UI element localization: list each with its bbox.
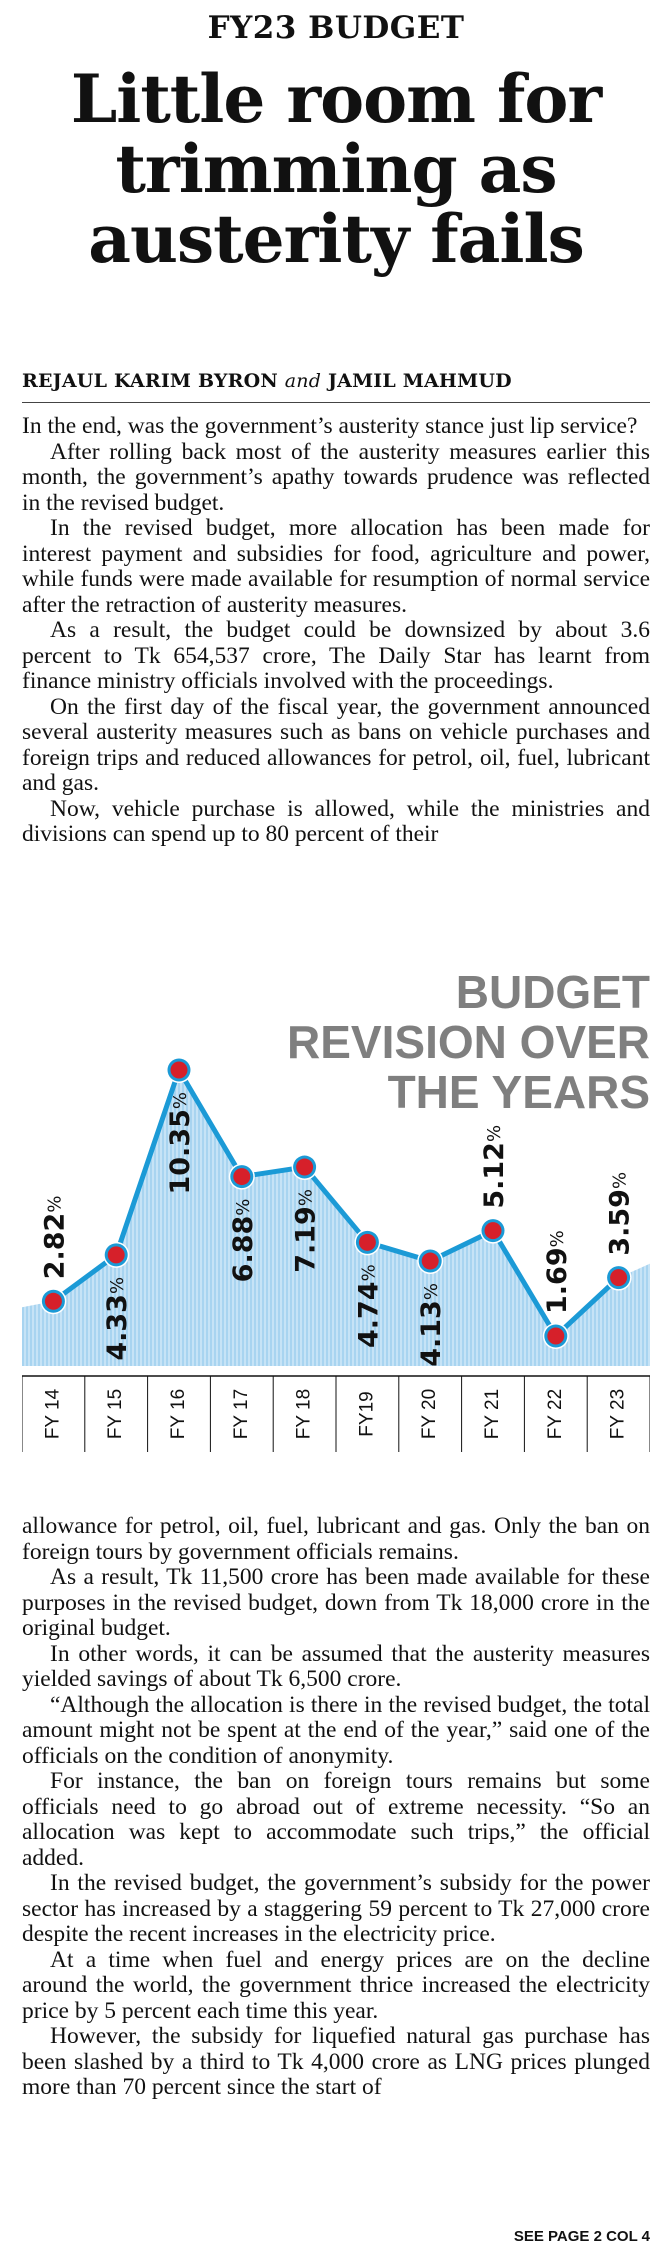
chart-value-unit: % bbox=[421, 1283, 443, 1301]
chart-value-text bbox=[604, 1172, 635, 1256]
headline bbox=[0, 60, 672, 278]
chart-value-number: 4.74 bbox=[352, 1281, 384, 1349]
chart-value-label bbox=[604, 1172, 635, 1256]
chart-value-label bbox=[541, 1230, 572, 1314]
byline-author-1: REJAUL KARIM BYRON bbox=[22, 370, 278, 392]
chart-value-number: 7.19 bbox=[290, 1206, 322, 1273]
chart-category-label: FY 17 bbox=[230, 1388, 252, 1440]
headline-line-3: austerity fails bbox=[88, 200, 584, 278]
chart-value-text bbox=[102, 1277, 133, 1361]
chart-category-label: FY 21 bbox=[482, 1388, 504, 1440]
chart-point bbox=[108, 1246, 125, 1263]
article-paragraph: In the end, was the government’s austerity stance just lip service? bbox=[22, 413, 638, 439]
chart-value-label bbox=[479, 1125, 510, 1209]
article-paragraph: For instance, the ban on foreign tours remains but some officials need to go abroad out of extreme necessity. “So an allocation was kept to accommodate such trips,” the official added. bbox=[22, 1768, 650, 1871]
continued-note: SEE PAGE 2 COL 4 bbox=[513, 2228, 650, 2245]
chart-value-unit: % bbox=[484, 1124, 505, 1143]
article-paragraph: In other words, it can be assumed that the austerity measures yielded savings of about Tk 6,500 crore. bbox=[22, 1640, 650, 1692]
chart-value-unit: % bbox=[609, 1171, 631, 1190]
chart-value-text bbox=[353, 1264, 384, 1348]
chart-value-text bbox=[416, 1283, 447, 1367]
byline-rule bbox=[22, 402, 650, 403]
article-paragraph: After rolling back most of the austerity measures earlier this month, the government’s apathy towards prudence was reflected in the revised budget. bbox=[22, 438, 650, 516]
chart-value-number: 4.13 bbox=[415, 1300, 447, 1367]
chart-value-label bbox=[165, 1092, 196, 1195]
chart-point bbox=[422, 1253, 439, 1270]
chart-value-unit: % bbox=[546, 1230, 568, 1248]
chart-title-line: BUDGET bbox=[455, 966, 650, 1018]
article-body-bottom bbox=[22, 1514, 650, 2101]
chart-point bbox=[296, 1159, 313, 1176]
chart-point bbox=[610, 1269, 627, 1286]
chart-category-label: FY19 bbox=[356, 1391, 378, 1437]
chart-value-unit: % bbox=[295, 1189, 317, 1207]
chart-point bbox=[45, 1293, 62, 1310]
chart-category-label: FY 23 bbox=[607, 1388, 629, 1440]
chart-category-label: FY 20 bbox=[419, 1388, 441, 1440]
headline-line-1: Little room for bbox=[70, 60, 602, 138]
article-paragraph: Now, vehicle purchase is allowed, while the ministries and divisions can spend up to 80 percent of their bbox=[22, 795, 650, 847]
chart-category-label: FY 15 bbox=[105, 1388, 127, 1440]
chart-category-label: FY 14 bbox=[42, 1388, 64, 1440]
chart-value-number: 6.88 bbox=[227, 1215, 259, 1283]
byline-author-2: JAMIL MAHMUD bbox=[327, 370, 512, 392]
kicker: FY23 BUDGET bbox=[207, 10, 465, 46]
chart-point bbox=[233, 1168, 250, 1185]
headline-line-2: trimming as bbox=[115, 130, 557, 208]
chart-value-unit: % bbox=[232, 1198, 254, 1216]
chart-value-label bbox=[102, 1277, 133, 1361]
article-paragraph: In the revised budget, the government’s subsidy for the power sector has increased by a staggering 59 percent to Tk 27,000 crore despite the recent increases in the electricity price. bbox=[22, 1870, 650, 1947]
byline bbox=[22, 370, 512, 392]
byline-conjunction: and bbox=[284, 370, 322, 392]
chart-point bbox=[171, 1062, 188, 1079]
chart-value-label bbox=[416, 1283, 447, 1367]
chart-value-label bbox=[353, 1264, 384, 1348]
chart-value-label bbox=[39, 1196, 70, 1280]
chart-value-text bbox=[39, 1196, 70, 1280]
chart-value-number: 2.82 bbox=[38, 1212, 70, 1280]
article-paragraph: “Although the allocation is there in the revised budget, the total amount might not be spent at the end of the year,” said one of the officials on the condition of anonymity. bbox=[22, 1691, 650, 1769]
budget-revision-chart bbox=[22, 940, 650, 1492]
chart-point bbox=[485, 1222, 502, 1239]
chart-value-unit: % bbox=[44, 1195, 66, 1213]
chart-value-number: 5.12 bbox=[478, 1142, 510, 1209]
chart-x-axis bbox=[22, 1376, 650, 1452]
article-paragraph: As a result, the budget could be downsized by about 3.6 percent to Tk 654,537 crore, The Daily Star has learnt from finance ministry officials involved with the proceedings. bbox=[22, 617, 650, 694]
chart-title-line: THE YEARS bbox=[387, 1066, 650, 1118]
chart-value-label bbox=[290, 1189, 321, 1273]
chart-value-number: 3.59 bbox=[604, 1189, 636, 1256]
article-paragraph: On the first day of the fiscal year, the government announced several austerity measures such as bans on vehicle purchases and foreign trips and reduced allowances for petrol, oil, fuel, lubricant and gas. bbox=[22, 693, 650, 796]
chart-point bbox=[547, 1328, 564, 1345]
chart-category-label: FY 16 bbox=[168, 1388, 190, 1440]
article-body-top bbox=[22, 414, 650, 848]
chart-value-label bbox=[227, 1199, 258, 1283]
chart-value-number: 10.35 bbox=[164, 1109, 196, 1195]
chart-category-label: FY 18 bbox=[293, 1388, 315, 1440]
article-paragraph: allowance for petrol, oil, fuel, lubricant and gas. Only the ban on foreign tours by government officials remains. bbox=[22, 1513, 650, 1565]
chart-value-unit: % bbox=[358, 1264, 380, 1282]
chart-value-unit: % bbox=[170, 1092, 191, 1110]
chart-value-text bbox=[227, 1199, 258, 1283]
chart-value-number: 4.33 bbox=[101, 1294, 133, 1361]
chart-point bbox=[359, 1234, 376, 1251]
chart-category-label: FY 22 bbox=[544, 1388, 566, 1440]
article-paragraph: However, the subsidy for liquefied natural gas purchase has been slashed by a third to Tk 4,000 crore as LNG prices plunged more than 70 percent since the start of bbox=[22, 2023, 650, 2100]
article-paragraph: As a result, Tk 11,500 crore has been made available for these purposes in the revised budget, down from Tk 18,000 crore in the original budget. bbox=[22, 1564, 650, 1641]
chart-value-text bbox=[290, 1189, 321, 1273]
chart-value-number: 1.69 bbox=[541, 1247, 573, 1314]
article-paragraph: In the revised budget, more allocation has been made for interest payment and subsidies for food, agriculture and power, while funds were made available for resumption of normal service after the retraction of austerity measures. bbox=[22, 515, 650, 618]
chart-title bbox=[287, 966, 650, 1118]
chart-value-unit: % bbox=[107, 1276, 129, 1295]
article-paragraph: At a time when fuel and energy prices are on the decline around the world, the government thrice increased the electricity price by 5 percent each time this year. bbox=[22, 1946, 650, 2024]
chart-title-line: REVISION OVER bbox=[287, 1016, 650, 1068]
chart-value-text bbox=[165, 1092, 196, 1195]
chart-value-text bbox=[479, 1125, 510, 1209]
chart-value-text bbox=[541, 1230, 572, 1314]
